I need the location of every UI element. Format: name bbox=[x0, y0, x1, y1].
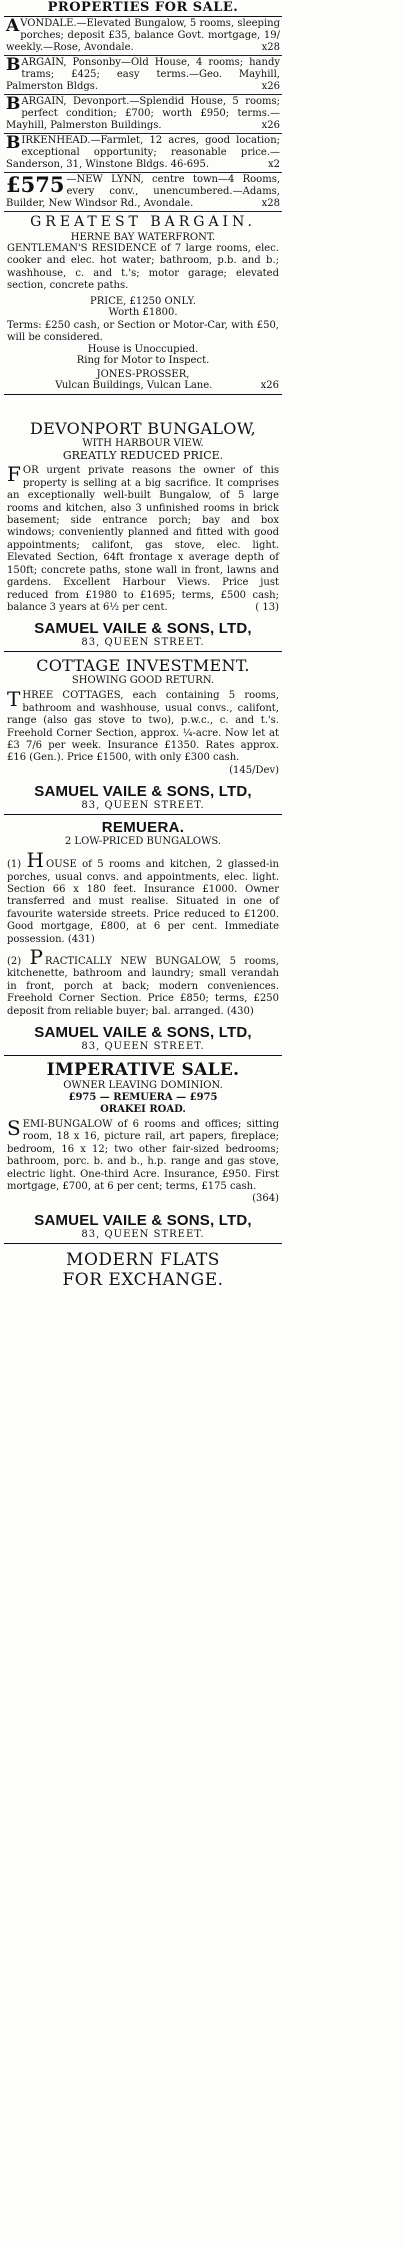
ad-ref: x26 bbox=[260, 380, 279, 392]
ad-subtitle: WITH HARBOUR VIEW. bbox=[82, 438, 204, 450]
ad-ponsonby bbox=[4, 56, 282, 95]
agent-address: 83, QUEEN STREET. bbox=[4, 1229, 282, 1244]
classified-column bbox=[4, 0, 282, 1290]
ad-ref: (364) bbox=[252, 1193, 279, 1205]
listing-number: (1) bbox=[7, 859, 22, 871]
ad-body bbox=[4, 1116, 282, 1206]
ad-remuera bbox=[4, 819, 282, 1056]
ad-body bbox=[4, 462, 282, 614]
ad-title: IMPERATIVE SALE. bbox=[46, 1060, 240, 1081]
ad-ref: ( 13) bbox=[255, 601, 279, 613]
ad-devonport bbox=[4, 95, 282, 134]
ad-ref: (145/Dev) bbox=[229, 764, 279, 776]
agent-name: JONES-PROSSER, bbox=[96, 369, 190, 381]
listing-text: RACTICALLY NEW BUNGALOW, 5 rooms, kitchenette, bathroom and laundry; small verandah in front, porch at back; modern conveniences. Freehold Corner Section. Price £850; terms, £250 deposit from reliable buyer; bal. arranged. bbox=[7, 956, 279, 1017]
ad-text: ARGAIN, Ponsonby—Old House, 4 rooms; handy trams; £425; easy terms.—Geo. Mayhill, Palmerston Bldgs. bbox=[6, 57, 280, 92]
ad-body bbox=[4, 687, 282, 777]
ad-worth: Worth £1800. bbox=[108, 306, 178, 318]
ad-initial: B bbox=[6, 133, 21, 153]
ad-text: VONDALE.—Elevated Bungalow, 5 rooms, sleeping porches; deposit £35, balance Govt. mortgage, 19/ weekly.—Rose, Avondale. bbox=[6, 18, 280, 53]
ad-price: £575 bbox=[6, 172, 65, 197]
ad-title: COTTAGE INVESTMENT. bbox=[36, 656, 250, 676]
ad-subtitle: SHOWING GOOD RETURN. bbox=[71, 675, 215, 687]
agent-address: Vulcan Buildings, Vulcan Lane. bbox=[55, 380, 213, 392]
ad-cottage-investment bbox=[4, 656, 282, 815]
ad-price: PRICE, £1250 ONLY. bbox=[90, 295, 196, 307]
agent-name: SAMUEL VAILE & SONS, LTD, bbox=[34, 783, 252, 801]
ad-body-text: OR urgent private reasons the owner of this property is selling at a big sacrifice. It comprises an exceptionally well-built Bungalow, of 5 large rooms and kitchen, also 3 unfinished rooms in brick basement; side entrance porch; bay and box windows; conveniently planned and fitted with good appointments; califont, gas stove, elec. light. Elevated Section, 64ft frontage x average depth of 150ft; concrete paths, stone wall in front, lawns and gardens. Excellent Harbour Views. Price just reduced from £1980 to £1695; terms, £500 cash; balance 3 years at 6½ per cent. bbox=[7, 465, 279, 613]
ad-terms: Terms: £250 cash, or Section or Motor-Car, with £50, will be considered. bbox=[7, 319, 279, 344]
ad-text: ARGAIN, Devonport.—Splendid House, 5 rooms; perfect condition; £700; worth £950; terms.—Mayhill, Palmerston Buildings. bbox=[6, 96, 280, 131]
ad-greatest-bargain bbox=[4, 212, 282, 395]
ad-ref: x2 bbox=[267, 159, 280, 170]
ad-location: ORAKEI ROAD. bbox=[100, 1104, 186, 1116]
agent-address: 83, QUEEN STREET. bbox=[4, 1041, 282, 1056]
ad-ref: x28 bbox=[261, 198, 280, 209]
drop-cap: P bbox=[29, 945, 43, 969]
ad-body: GENTLEMAN'S RESIDENCE of 7 large rooms, elec. cooker and elec. hot water; bathroom, p.b. and b.; washhouse, c. and t.'s; motor garage; elevated section, concrete paths. bbox=[7, 243, 279, 292]
drop-cap: S bbox=[7, 1116, 21, 1141]
ad-title: MODERN FLATS bbox=[66, 1249, 220, 1270]
agent-address-line bbox=[7, 380, 279, 391]
ad-initial: B bbox=[6, 55, 21, 75]
section-header: PROPERTIES FOR SALE. bbox=[4, 0, 282, 17]
ad-text: —NEW LYNN, centre town—4 Rooms, every conv., unencumbered.—Adams, Builder, New Windsor Rd., Avondale. bbox=[6, 174, 280, 209]
agent-name: SAMUEL VAILE & SONS, LTD, bbox=[34, 620, 252, 638]
agent-address: 83, QUEEN STREET. bbox=[4, 637, 282, 652]
ad-ref: (430) bbox=[226, 1005, 254, 1017]
ad-subtitle: 2 LOW-PRICED BUNGALOWS. bbox=[64, 836, 222, 848]
ad-title-2: FOR EXCHANGE. bbox=[62, 1269, 224, 1290]
agent-address: 83, QUEEN STREET. bbox=[4, 800, 282, 815]
ad-new-lynn bbox=[4, 173, 282, 212]
ad-ring: Ring for Motor to Inspect. bbox=[76, 355, 210, 367]
ad-text: IRKENHEAD.—Farmlet, 12 acres, good location; exceptional opportunity; reasonable price.—Sanderson, 31, Winstone Bldgs. 46-695. bbox=[6, 135, 280, 170]
agent-name: SAMUEL VAILE & SONS, LTD, bbox=[34, 1211, 252, 1229]
drop-cap: H bbox=[26, 848, 44, 873]
ad-initial: B bbox=[6, 94, 21, 114]
ad-imperative-sale bbox=[4, 1060, 282, 1244]
ad-subtitle: OWNER LEAVING DOMINION. bbox=[63, 1080, 223, 1092]
ad-ref: x28 bbox=[261, 42, 280, 53]
listing-number: (2) bbox=[7, 956, 22, 967]
ad-ref: (431) bbox=[67, 933, 95, 945]
ad-title: GREATEST BARGAIN. bbox=[30, 214, 256, 230]
ad-subtitle: HERNE BAY WATERFRONT. bbox=[70, 232, 216, 243]
ad-body-text: EMI-BUNGALOW of 6 rooms and offices; sitting room, 18 x 16, picture rail, art papers, fireplace; bedroom, 16 x 12; two other fair-sized bedrooms; bathroom, porc. b. and b., h.p. range and gas stove, electric light. One-third Acre. Insurance, £950. First mortgage, £700, at 6 per cent; terms, £175 cash. bbox=[7, 1119, 279, 1193]
ad-birkenhead bbox=[4, 134, 282, 173]
ad-subtitle-2: GREATLY REDUCED PRICE. bbox=[62, 449, 224, 463]
ad-initial: A bbox=[6, 16, 20, 36]
ad-ref: x26 bbox=[261, 120, 280, 131]
ad-title: DEVONPORT BUNGALOW, bbox=[29, 419, 257, 439]
ad-avondale bbox=[4, 17, 282, 56]
ad-unoccupied: House is Unoccupied. bbox=[87, 344, 199, 356]
drop-cap: F bbox=[7, 462, 21, 487]
ad-devonport-bungalow bbox=[4, 419, 282, 652]
listing-text: OUSE of 5 rooms and kitchen, 2 glassed-in porches, usual convs. and appointments, elec. light. Section 66 x 180 feet. Insurance £1000. Owner transferred and must realise. Situated in one of favourite waterside streets. Price reduced to £1200. Good mortgage, £800, at 6 per cent. Immediate possession. bbox=[7, 859, 280, 945]
agent-name: SAMUEL VAILE & SONS, LTD, bbox=[34, 1024, 252, 1042]
ad-body-text: HREE COTTAGES, each containing 5 rooms, bathroom and washhouse, usual convs., califont, range (also gas stove to two), p.w.c., c. and t.'s. Freehold Corner Section, approx. ¼-acre. Now let at £3 7/6 per week. Insurance £1350. Rates approx. £16 (Gen.). Price £1500, with only £300 cash. bbox=[7, 690, 279, 764]
drop-cap: T bbox=[7, 687, 21, 712]
ad-title: REMUERA. bbox=[101, 819, 185, 837]
listing-1 bbox=[4, 848, 282, 946]
ad-price-line: £975 — REMUERA — £975 bbox=[68, 1092, 218, 1104]
ad-ref: x26 bbox=[261, 81, 280, 92]
ad-modern-flats bbox=[4, 1250, 282, 1290]
listing-2 bbox=[4, 945, 282, 1018]
